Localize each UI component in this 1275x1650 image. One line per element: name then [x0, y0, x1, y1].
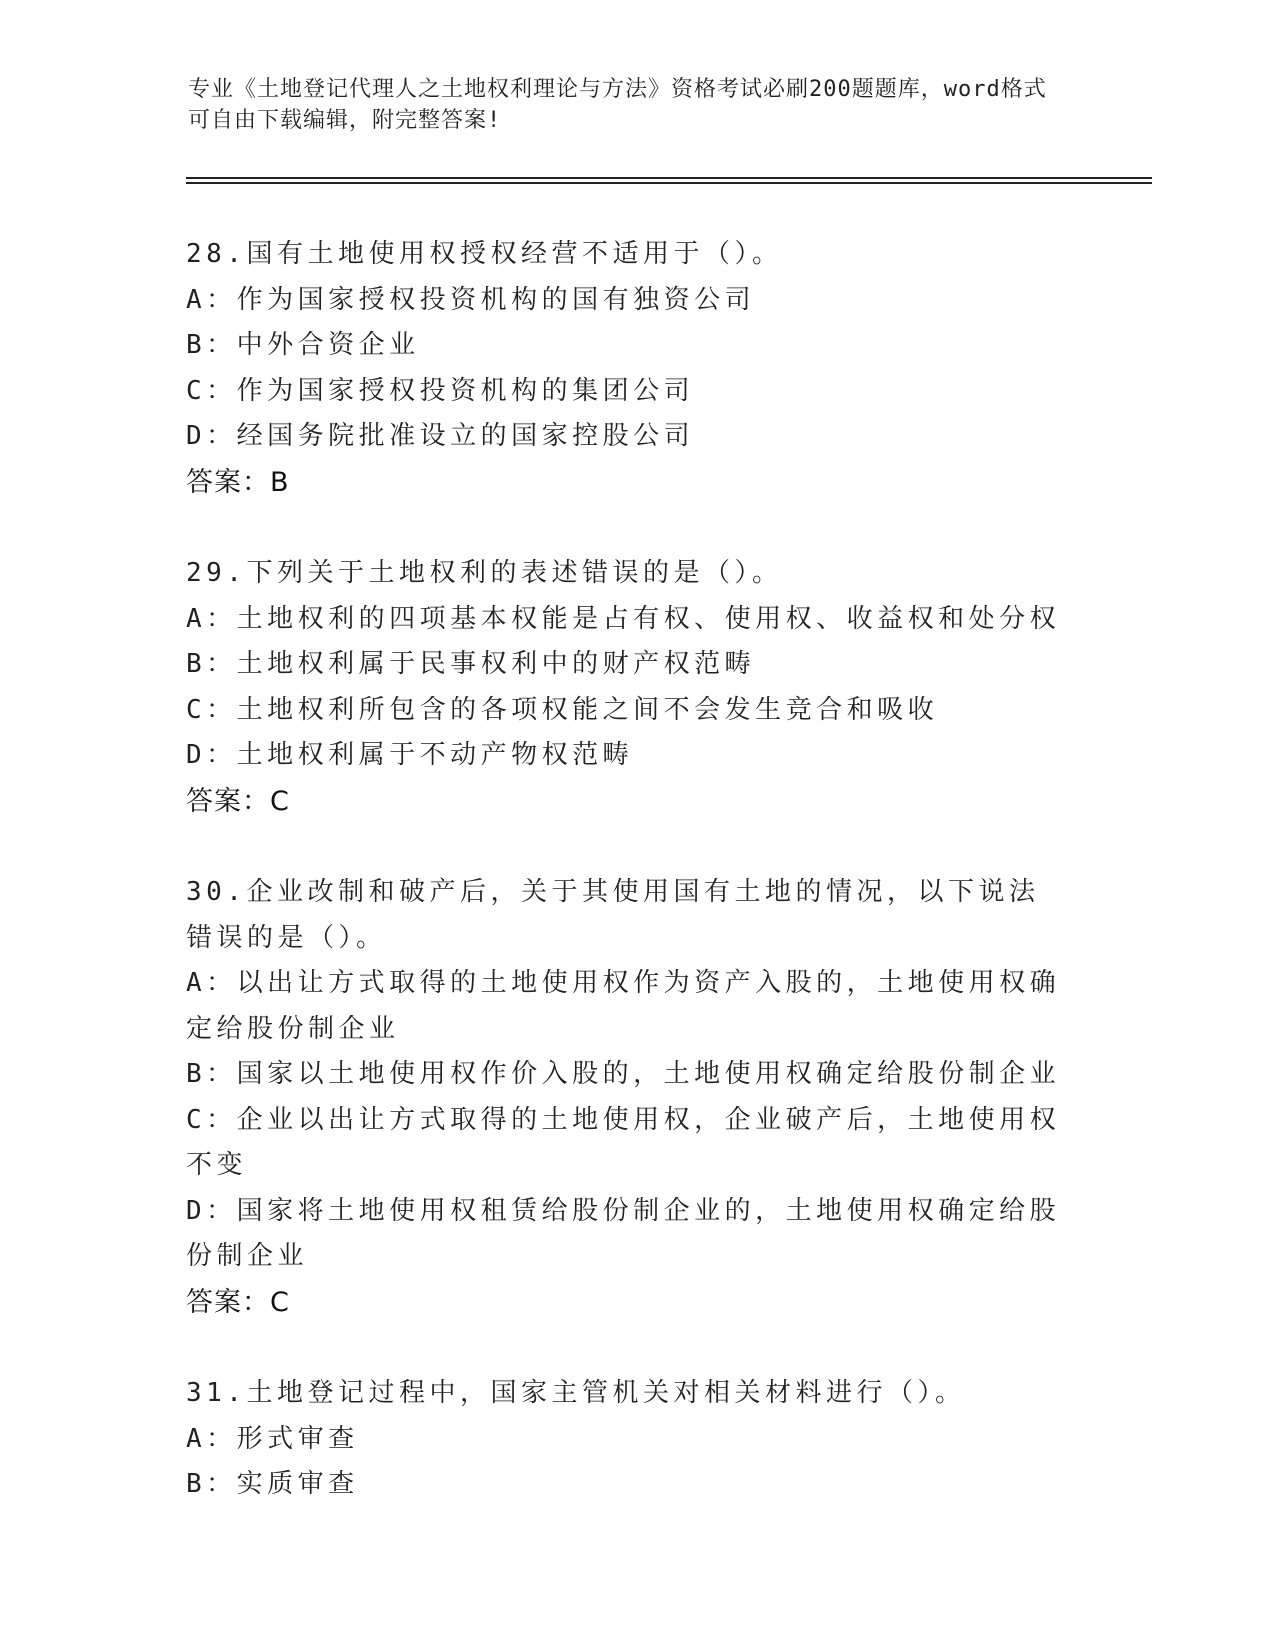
option-b: B：土地权利属于民事权利中的财产权范畴 — [186, 649, 756, 679]
question-stem: 28.国有土地使用权授权经营不适用于（）。 — [186, 239, 783, 269]
question-stem: 31.土地登记过程中，国家主管机关对相关材料进行（）。 — [186, 1378, 966, 1408]
option-a: A：形式审查 — [186, 1423, 359, 1454]
header-divider-bottom — [186, 182, 1152, 184]
header-divider-top — [186, 177, 1152, 179]
option-d: D：国家将土地使用权租赁给股份制企业的，土地使用权确定给股份制企业 — [186, 1195, 1061, 1271]
question-stem: 29.下列关于土地权利的表述错误的是（）。 — [186, 558, 783, 588]
option-a: A：土地权利的四项基本权能是占有权、使用权、收益权和处分权 — [186, 603, 1061, 634]
answer-text: 答案：B — [186, 466, 290, 498]
option-c: C：土地权利所包含的各项权能之间不会发生竞合和吸收 — [186, 694, 939, 725]
answer-text: 答案：C — [186, 1286, 290, 1318]
option-a: A：以出让方式取得的土地使用权作为资产入股的，土地使用权确定给股份制企业 — [186, 968, 1061, 1044]
answer-text: 答案：C — [186, 785, 290, 817]
question-stem: 30.企业改制和破产后，关于其使用国有土地的情况，以下说法错误的是（）。 — [186, 877, 1040, 953]
option-b: B：国家以土地使用权作价入股的，土地使用权确定给股份制企业 — [186, 1059, 1061, 1089]
question-31 — [186, 1371, 1066, 1508]
document-header: 专业《土地登记代理人之土地权利理论与方法》资格考试必刷200题题库，word格式可自由下载编辑，附完整答案! — [188, 77, 1047, 133]
option-d: D：经国务院批准设立的国家控股公司 — [186, 421, 695, 451]
question-list — [186, 232, 1066, 1554]
question-29 — [186, 551, 1066, 824]
question-28 — [186, 232, 1066, 505]
question-30 — [186, 870, 1066, 1325]
option-c: C：作为国家授权投资机构的集团公司 — [186, 375, 695, 406]
option-b: B：中外合资企业 — [186, 330, 420, 360]
option-c: C：企业以出让方式取得的土地使用权，企业破产后，土地使用权不变 — [186, 1104, 1061, 1180]
option-d: D：土地权利属于不动产物权范畴 — [186, 740, 634, 770]
option-b: B：实质审查 — [186, 1469, 359, 1499]
option-a: A：作为国家授权投资机构的国有独资公司 — [186, 284, 756, 315]
